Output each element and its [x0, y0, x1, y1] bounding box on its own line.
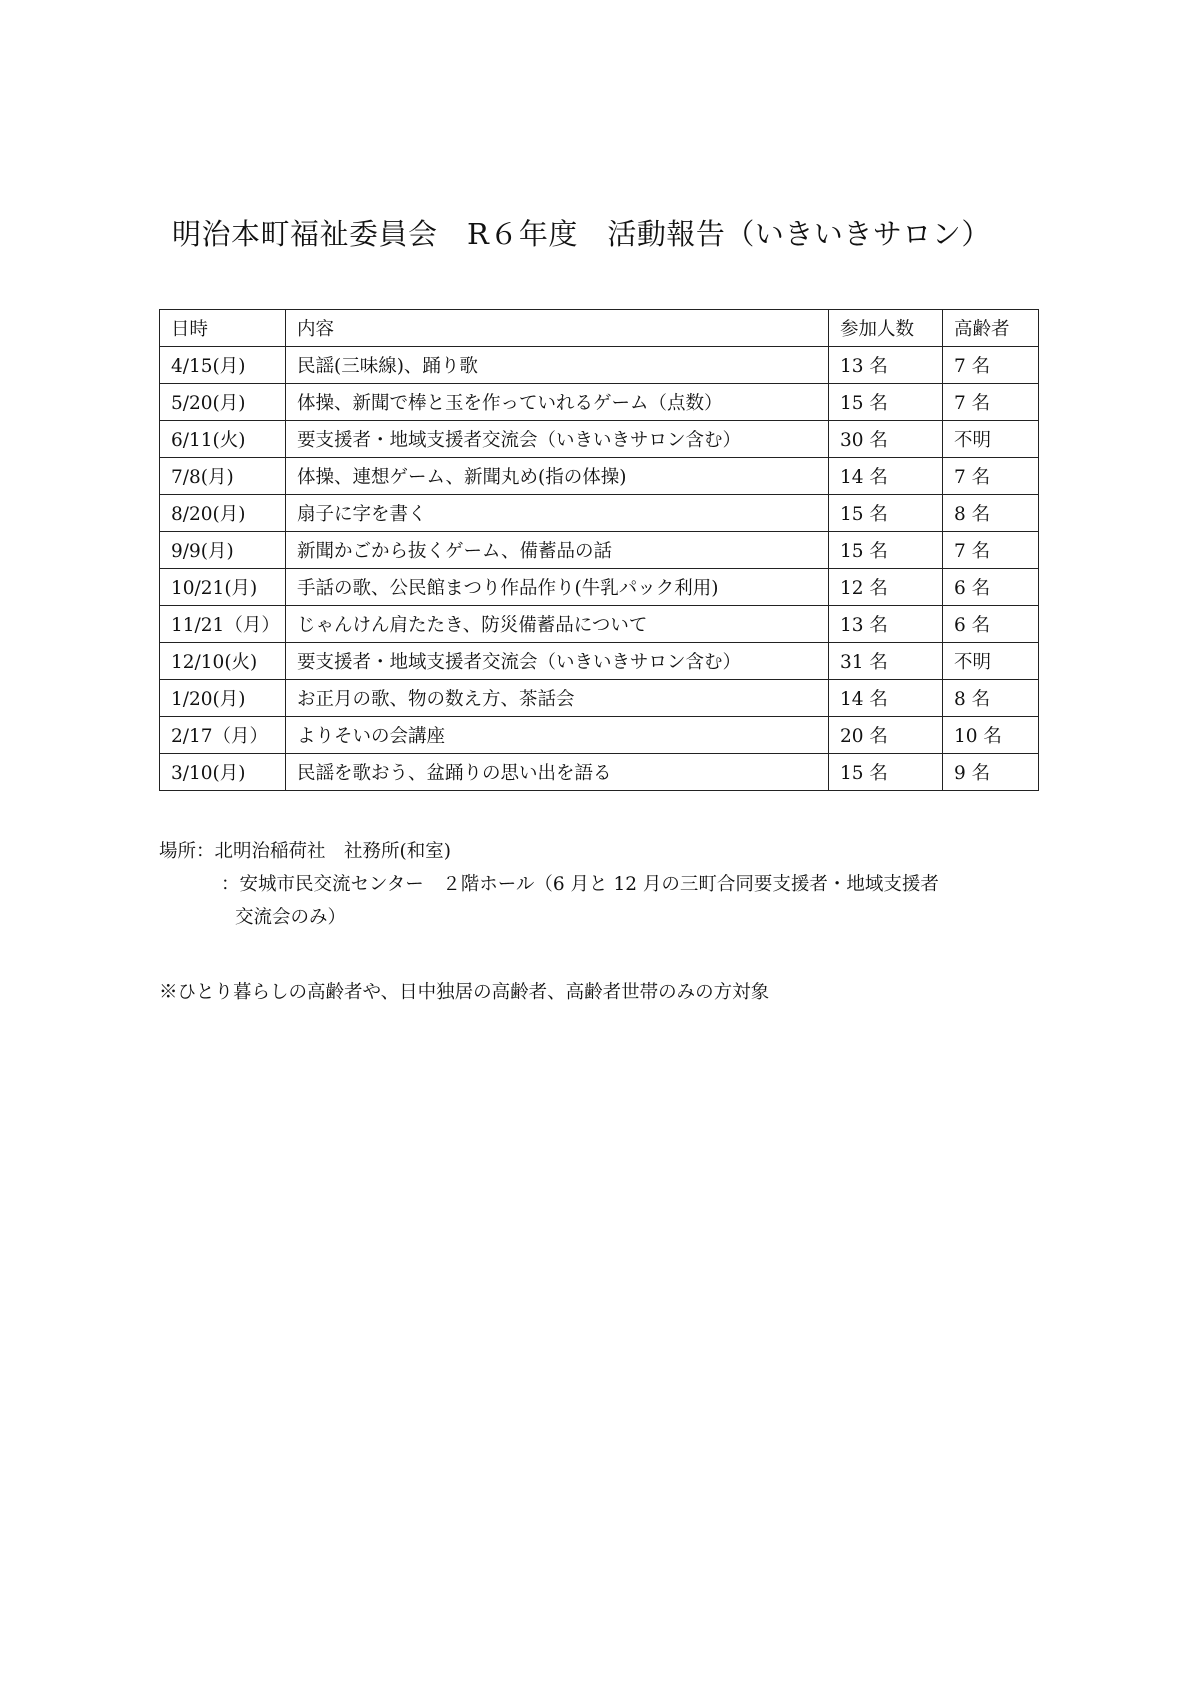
table-row	[160, 495, 1039, 532]
table-row	[160, 347, 1039, 384]
table-row	[160, 421, 1039, 458]
cell-content: 新聞かごから抜くゲーム、備蓄品の話	[286, 532, 829, 569]
cell-participants: 15 名	[829, 532, 943, 569]
header-participants: 参加人数	[829, 310, 943, 347]
cell-content: 体操、連想ゲーム、新聞丸め(指の体操)	[286, 458, 829, 495]
cell-participants: 13 名	[829, 606, 943, 643]
cell-date: 6/11(火)	[160, 421, 286, 458]
cell-date: 2/17（月）	[160, 717, 286, 754]
cell-content: 要支援者・地域支援者交流会（いきいきサロン含む）	[286, 643, 829, 680]
cell-participants: 20 名	[829, 717, 943, 754]
location-line-2	[159, 868, 939, 901]
cell-elderly: 8 名	[943, 680, 1039, 717]
cell-date: 10/21(月)	[160, 569, 286, 606]
cell-content: 民謡(三味線)、踊り歌	[286, 347, 829, 384]
cell-content: よりそいの会講座	[286, 717, 829, 754]
cell-date: 1/20(月)	[160, 680, 286, 717]
cell-elderly: 7 名	[943, 347, 1039, 384]
cell-date: 3/10(月)	[160, 754, 286, 791]
cell-date: 5/20(月)	[160, 384, 286, 421]
cell-elderly: 10 名	[943, 717, 1039, 754]
cell-date: 12/10(火)	[160, 643, 286, 680]
table-row	[160, 569, 1039, 606]
header-content: 内容	[286, 310, 829, 347]
cell-participants: 14 名	[829, 680, 943, 717]
table-row	[160, 384, 1039, 421]
cell-date: 4/15(月)	[160, 347, 286, 384]
location-secondary: 安城市民交流センター ２階ホール（6 月と 12 月の三町合同要支援者・地域支援者	[239, 874, 939, 895]
header-elderly: 高齢者	[943, 310, 1039, 347]
cell-elderly: 8 名	[943, 495, 1039, 532]
table-row	[160, 717, 1039, 754]
cell-date: 9/9(月)	[160, 532, 286, 569]
location-line-3: 交流会のみ）	[235, 907, 347, 928]
cell-elderly: 7 名	[943, 384, 1039, 421]
table-row	[160, 606, 1039, 643]
cell-content: 要支援者・地域支援者交流会（いきいきサロン含む）	[286, 421, 829, 458]
cell-participants: 12 名	[829, 569, 943, 606]
cell-content: 体操、新聞で棒と玉を作っていれるゲーム（点数）	[286, 384, 829, 421]
table-row	[160, 458, 1039, 495]
target-audience-note: ※ひとり暮らしの高齢者や、日中独居の高齢者、高齢者世帯のみの方対象	[159, 982, 770, 1003]
activity-table	[159, 309, 1039, 791]
location-primary: 北明治稲荷社 社務所(和室)	[214, 841, 451, 862]
location-line-1	[159, 835, 939, 868]
cell-elderly: 7 名	[943, 458, 1039, 495]
table-row	[160, 754, 1039, 791]
cell-date: 8/20(月)	[160, 495, 286, 532]
cell-date: 11/21（月）	[160, 606, 286, 643]
cell-content: 民謡を歌おう、盆踊りの思い出を語る	[286, 754, 829, 791]
cell-participants: 14 名	[829, 458, 943, 495]
cell-participants: 13 名	[829, 347, 943, 384]
table-row	[160, 643, 1039, 680]
cell-content: お正月の歌、物の数え方、茶話会	[286, 680, 829, 717]
cell-content: 手話の歌、公民館まつり作品作り(牛乳パック利用)	[286, 569, 829, 606]
location-label: 場所：	[159, 841, 215, 862]
cell-elderly: 不明	[943, 421, 1039, 458]
cell-elderly: 7 名	[943, 532, 1039, 569]
location-secondary-prefix: ：	[221, 874, 240, 895]
page-title: 明治本町福祉委員会 R６年度 活動報告（いきいきサロン）	[172, 217, 991, 251]
cell-elderly: 不明	[943, 643, 1039, 680]
cell-participants: 30 名	[829, 421, 943, 458]
cell-elderly: 9 名	[943, 754, 1039, 791]
table-row	[160, 680, 1039, 717]
cell-participants: 15 名	[829, 384, 943, 421]
location-notes	[159, 835, 939, 934]
cell-elderly: 6 名	[943, 569, 1039, 606]
cell-participants: 15 名	[829, 754, 943, 791]
cell-content: 扇子に字を書く	[286, 495, 829, 532]
cell-date: 7/8(月)	[160, 458, 286, 495]
table-row	[160, 532, 1039, 569]
cell-participants: 31 名	[829, 643, 943, 680]
header-date: 日時	[160, 310, 286, 347]
cell-elderly: 6 名	[943, 606, 1039, 643]
cell-participants: 15 名	[829, 495, 943, 532]
table-header-row	[160, 310, 1039, 347]
cell-content: じゃんけん肩たたき、防災備蓄品について	[286, 606, 829, 643]
